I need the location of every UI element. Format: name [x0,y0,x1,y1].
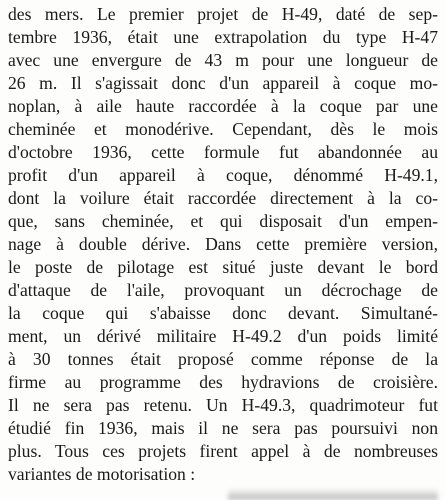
text-line: dont la voilure était raccordée directement à la co- [8,188,438,208]
text-line: cheminée et monodérive. Cependant, dès le mois [8,119,438,139]
text-line: plus. Tous ces projets firent appel à de nombreuses [8,441,438,461]
scan-shadow [228,488,438,500]
text-line: d'attaque de l'aile, provoquant un décrochage de [8,280,438,300]
text-line: noplan, à aile haute raccordée à la coque par une [8,96,438,116]
text-line: 26 m. Il s'agissait donc d'un appareil à coque mo- [8,73,438,93]
text-line: que, sans cheminée, et qui disposait d'un empen- [8,211,438,231]
text-line: des mers. Le premier projet de H-49, daté de sep- [8,4,438,24]
text-line: Il ne sera pas retenu. Un H-49.3, quadrimoteur fut [8,395,438,415]
text-line: ment, un dérivé militaire H-49.2 d'un poids limité [8,326,438,346]
text-line: profit d'un appareil à coque, dénommé H-49.1, [8,165,438,185]
text-line: nage à double dérive. Dans cette première version, [8,234,438,254]
text-line: étudié fin 1936, mais il ne sera pas poursuivi non [8,418,438,438]
text-line: firme au programme des hydravions de croisière. [8,372,438,392]
text-line: le poste de pilotage est situé juste devant le bord [8,257,438,277]
text-line: d'octobre 1936, cette formule fut abandonnée au [8,142,438,162]
body-text [8,3,438,486]
text-line-last: variantes de motorisation : [8,464,196,484]
text-line: tembre 1936, était une extrapolation du type H-47 [8,27,438,47]
text-line: à 30 tonnes était proposé comme réponse de la [8,349,438,369]
text-line: la coque qui s'abaisse donc devant. Simultané- [8,303,438,323]
text-line: avec une envergure de 43 m pour une longueur de [8,50,438,70]
